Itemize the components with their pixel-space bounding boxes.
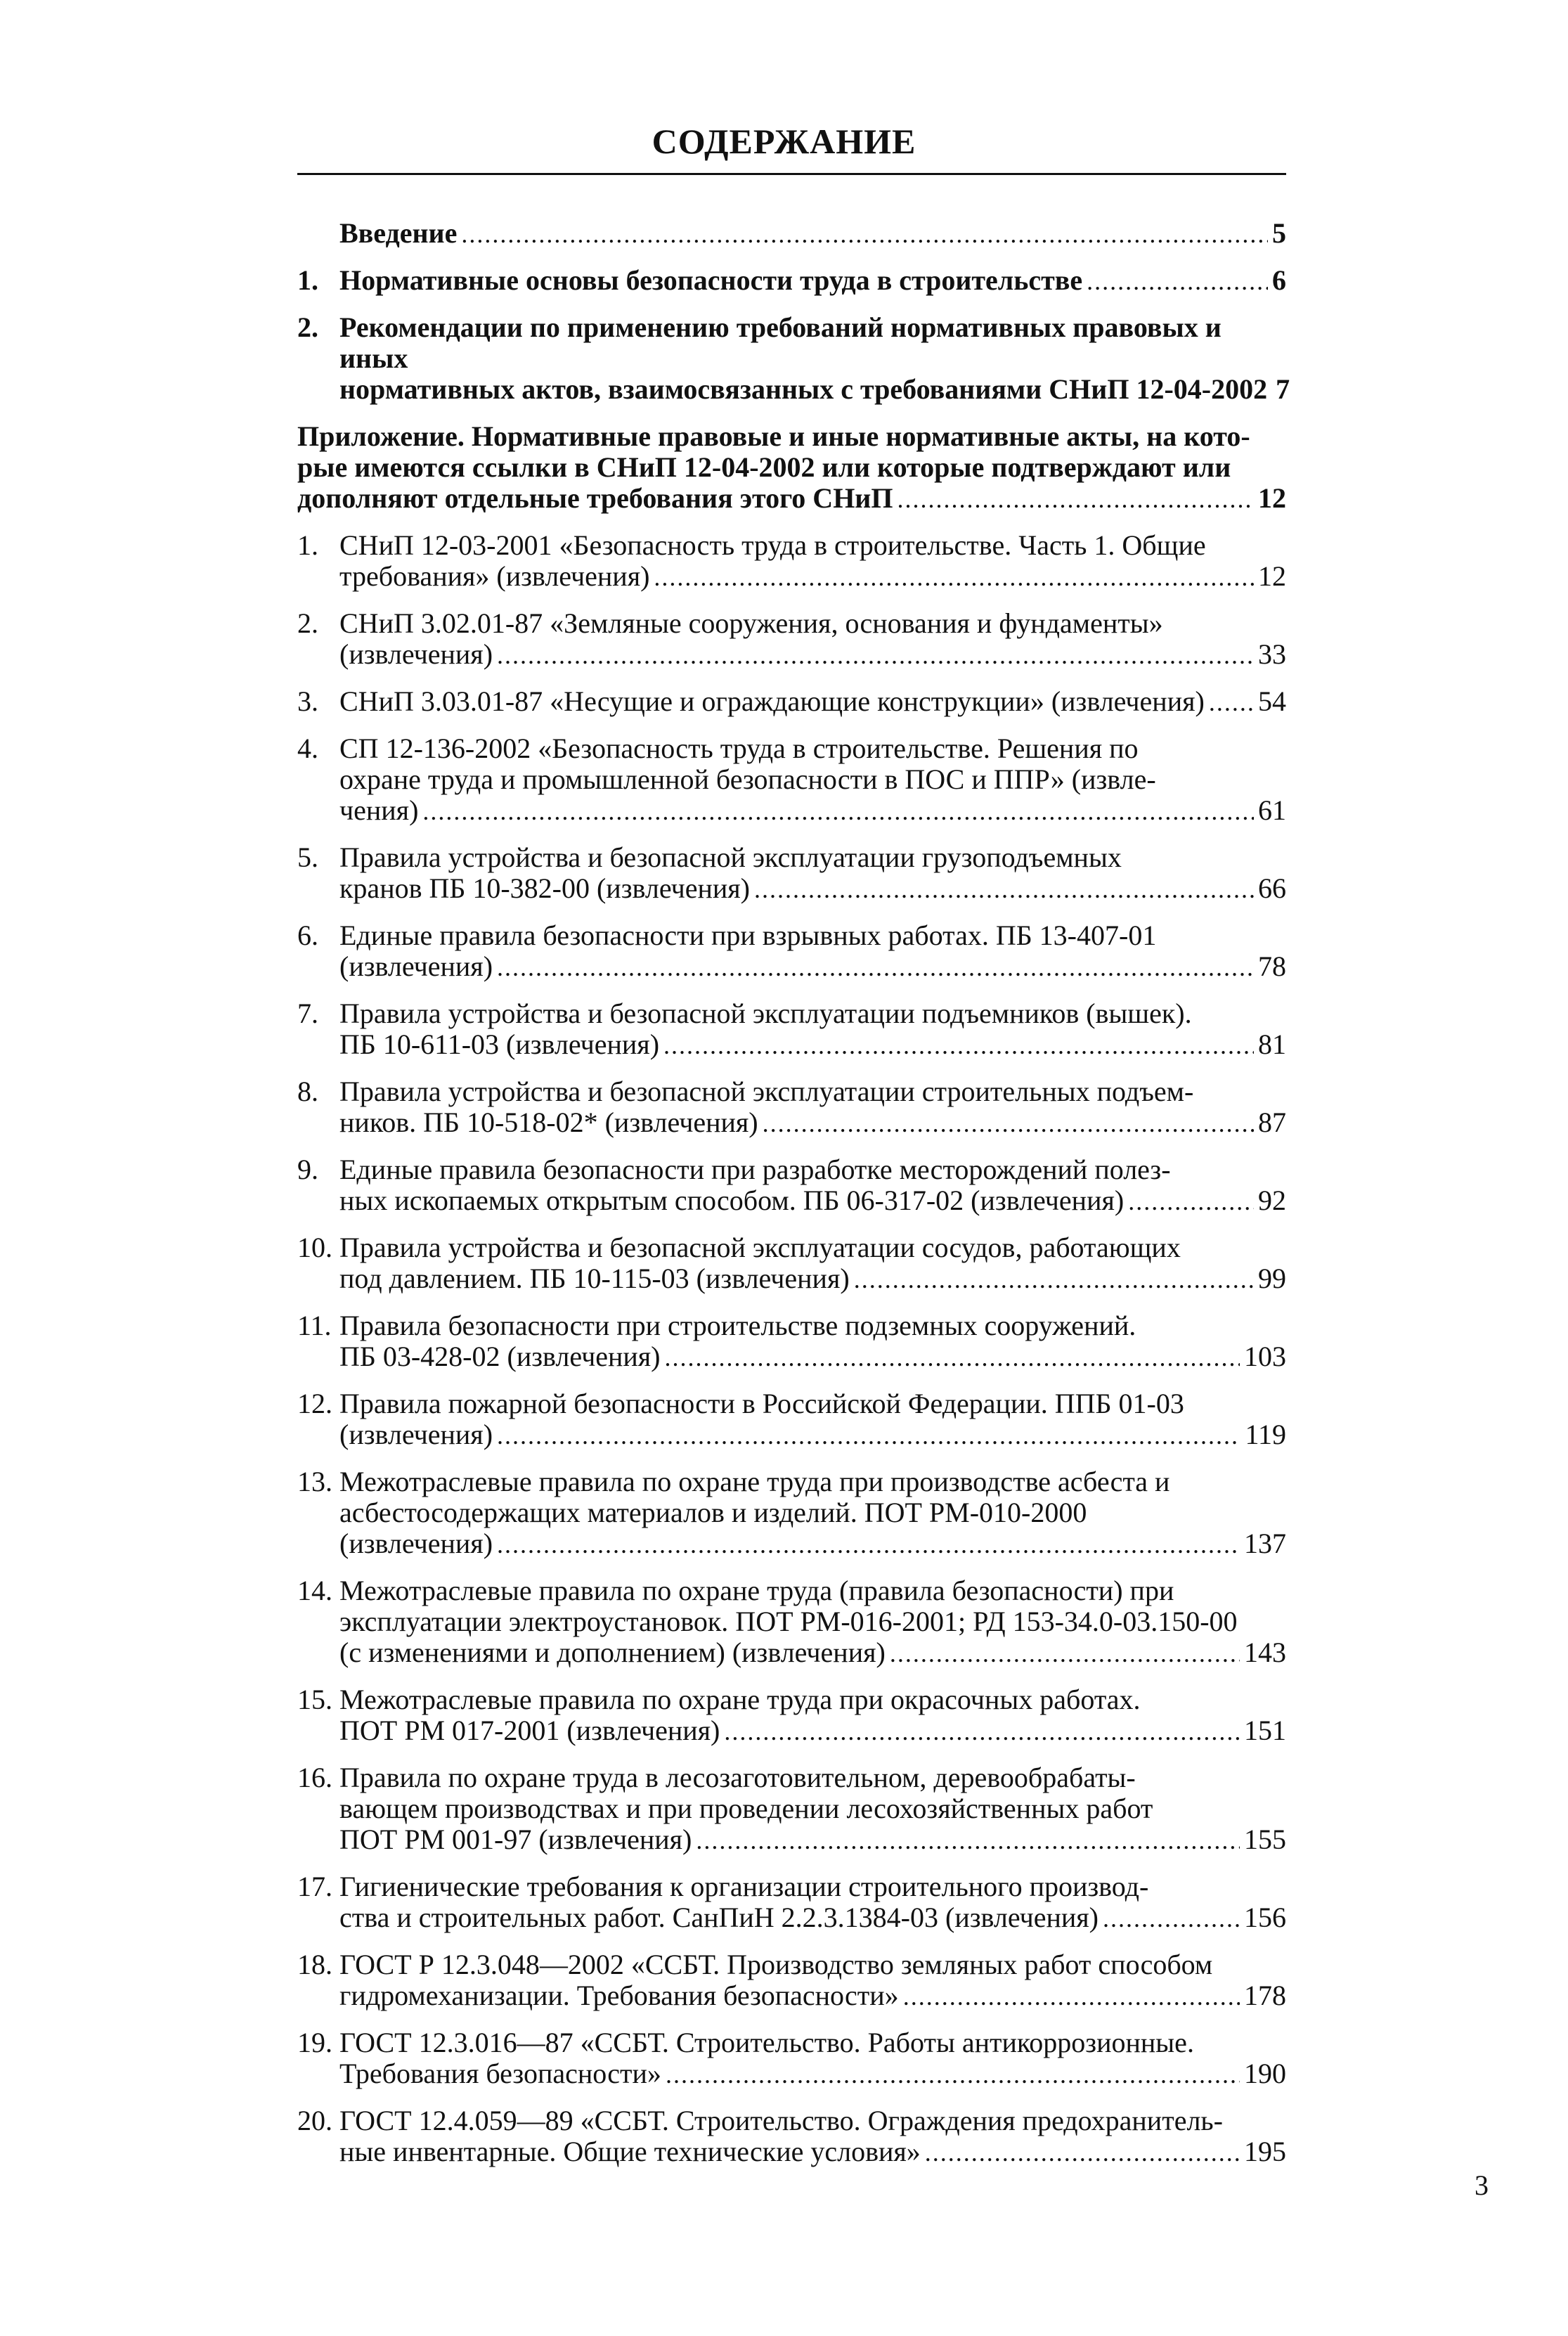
dot-leader <box>925 2139 1240 2167</box>
toc-entry-text: СНиП 3.03.01-87 «Несущие и ограждающие конструкции» (извлечения) <box>339 685 1205 717</box>
toc-entry <box>297 311 1290 405</box>
toc-entry-last-line <box>339 1341 1286 1372</box>
dot-leader <box>1209 689 1254 717</box>
toc-entry-text: Гигиенические требования к организации строительного производ- <box>339 1871 1149 1902</box>
toc-entry-text: СНиП 3.02.01-87 «Земляные сооружения, основания и фундаменты» <box>339 607 1163 639</box>
toc-entry-text: Рекомендации по применению требований нормативных правовых и иных <box>339 311 1222 374</box>
toc-entry-number: 1. <box>297 529 318 561</box>
toc-entry-number: 14. <box>297 1575 332 1606</box>
toc-entry-body <box>339 2027 1286 2089</box>
toc-entry-number: 17. <box>297 1871 332 1902</box>
dot-leader <box>696 1827 1240 1855</box>
toc-entry-text: Введение <box>339 217 458 249</box>
toc-entry-body <box>339 1154 1286 1216</box>
toc-entry <box>297 1232 1286 1294</box>
toc-entry <box>297 1076 1286 1138</box>
toc-entry-number: 13. <box>297 1466 332 1497</box>
toc-entry-text: ГОСТ 12.4.059—89 «ССБТ. Строительство. Ограждения предохранитель- <box>339 2105 1223 2136</box>
toc-entry-number: 7. <box>297 998 318 1029</box>
dot-leader <box>1128 1188 1254 1216</box>
toc-entry-body <box>339 2105 1286 2167</box>
toc-entry-text: Правила устройства и безопасной эксплуатации подъемников (вышек). <box>339 998 1192 1029</box>
toc-page-number: 99 <box>1258 1263 1286 1294</box>
toc-entry-text: ные инвентарные. Общие технические условия» <box>339 2136 921 2167</box>
toc-entry <box>297 1949 1286 2011</box>
toc-entry-body <box>339 1575 1286 1668</box>
toc-page-number: 54 <box>1258 685 1286 717</box>
toc-entry-last-line <box>339 561 1286 592</box>
toc-entry-number: 15. <box>297 1684 332 1715</box>
toc-entry-text: под давлением. ПБ 10-115-03 (извлечения) <box>339 1263 850 1294</box>
dot-leader <box>854 1266 1254 1294</box>
toc-page-number: 195 <box>1244 2136 1286 2167</box>
toc-entry-number: 19. <box>297 2027 332 2058</box>
toc-entry-body <box>339 1232 1286 1294</box>
toc-entry-last-line <box>339 1715 1286 1746</box>
toc-entry-text: (извлечения) <box>339 950 493 982</box>
toc-entry-text: СП 12-136-2002 «Безопасность труда в строительстве. Решения по <box>339 733 1139 764</box>
title-rule <box>297 173 1286 175</box>
toc-entry <box>297 530 1286 592</box>
toc-entry-text: ГОСТ 12.3.016—87 «ССБТ. Строительство. Работы антикоррозионные. <box>339 2027 1194 2058</box>
toc-entry-last-line <box>339 1419 1286 1450</box>
toc-entry <box>297 608 1286 670</box>
dot-leader <box>654 564 1254 592</box>
toc-entry-number: 5. <box>297 841 318 873</box>
toc-entry <box>297 1466 1286 1559</box>
toc-entry-body <box>339 686 1286 717</box>
toc-entry-text: требования» (извлечения) <box>339 560 650 592</box>
page-title: СОДЕРЖАНИЕ <box>652 122 916 161</box>
toc-page-number: 119 <box>1245 1419 1286 1450</box>
dot-leader <box>663 1032 1254 1060</box>
toc-entry-text: ГОСТ Р 12.3.048—2002 «ССБТ. Производство земляных работ способом <box>339 1949 1213 1980</box>
toc-entry-text: нормативных актов, взаимосвязанных с требованиями СНиП 12-04-2002 <box>339 373 1268 405</box>
toc-entry-text: Межотраслевые правила по охране труда при производстве асбеста и <box>339 1466 1170 1497</box>
toc-entry-text: СНиП 12-03-2001 «Безопасность труда в строительстве. Часть 1. Общие <box>339 529 1206 561</box>
toc-entry-text: Единые правила безопасности при взрывных работах. ПБ 13-407-01 <box>339 919 1157 951</box>
toc-entry-last-line <box>339 1029 1286 1060</box>
toc-page-number: 155 <box>1244 1824 1286 1855</box>
toc-entry-text: вающем производствах и при проведении лесохозяйственных работ <box>339 1793 1153 1824</box>
toc-entry-last-line <box>297 483 1286 514</box>
dot-leader <box>754 876 1254 904</box>
toc-entry <box>297 1310 1286 1372</box>
toc-entry-body <box>339 1466 1286 1559</box>
toc-entry-last-line <box>339 873 1286 904</box>
toc-entry-number: 8. <box>297 1076 318 1107</box>
toc-entry-body <box>339 311 1290 405</box>
toc-page-number: 12 <box>1258 482 1286 514</box>
toc-entry-body <box>339 842 1286 904</box>
toc-page-number: 81 <box>1258 1028 1286 1060</box>
toc-entry-text: рые имеются ссылки в СНиП 12-04-2002 или которые подтверждают или <box>297 451 1231 483</box>
toc-entry <box>297 733 1286 826</box>
toc-entry <box>297 265 1286 296</box>
toc-entry-number: 6. <box>297 919 318 951</box>
toc-entry-body <box>339 1388 1286 1450</box>
dot-leader <box>497 1531 1240 1559</box>
toc-entry-text: ников. ПБ 10-518-02* (извлечения) <box>339 1106 758 1138</box>
toc-entry-number: 18. <box>297 1949 332 1980</box>
toc-entry <box>297 1388 1286 1450</box>
toc-entry-text: Правила устройства и безопасной эксплуатации грузоподъемных <box>339 841 1122 873</box>
toc-page-number: 66 <box>1258 872 1286 904</box>
toc-entry-last-line <box>339 373 1290 405</box>
toc-entry-text: (извлечения) <box>339 638 493 670</box>
dot-leader <box>1087 268 1268 296</box>
toc-entry-body <box>339 1949 1286 2011</box>
toc-entry-body <box>339 608 1286 670</box>
toc-entry-last-line <box>339 1902 1286 1933</box>
toc-entry-body <box>339 1871 1286 1933</box>
toc-page-number: 156 <box>1244 1902 1286 1933</box>
toc-page-number: 137 <box>1244 1528 1286 1559</box>
page-number: 3 <box>1475 2169 1489 2201</box>
toc-entry-number: 9. <box>297 1154 318 1185</box>
toc-entry-text: Межотраслевые правила по охране труда (правила безопасности) при <box>339 1575 1174 1606</box>
toc-entry-last-line <box>339 686 1286 717</box>
toc-entry-number: 3. <box>297 685 318 717</box>
toc-entry-text: (извлечения) <box>339 1528 493 1559</box>
toc-page-number: 6 <box>1272 264 1286 296</box>
toc-entry-text: Правила пожарной безопасности в Российской Федерации. ППБ 01-03 <box>339 1388 1184 1419</box>
toc-entry-last-line <box>339 1185 1286 1216</box>
toc-entry-last-line <box>339 1528 1286 1559</box>
toc-page-number: 103 <box>1244 1341 1286 1372</box>
dot-leader <box>724 1718 1240 1746</box>
dot-leader <box>665 1344 1240 1372</box>
toc-entry-text: ПБ 10-611-03 (извлечения) <box>339 1028 660 1060</box>
dot-leader <box>903 1983 1240 2011</box>
toc-page-number: 12 <box>1258 560 1286 592</box>
toc-entry-number: 4. <box>297 733 318 764</box>
toc-entry-number: 2. <box>297 311 318 343</box>
toc-page-number: 7 <box>1276 373 1290 405</box>
toc-entry-last-line <box>339 2136 1286 2167</box>
toc-page-number: 33 <box>1258 638 1286 670</box>
toc-entry <box>297 2027 1286 2089</box>
toc-entry-text: ных ископаемых открытым способом. ПБ 06-317-02 (извлечения) <box>339 1185 1125 1216</box>
toc-entry-number: 11. <box>297 1310 332 1341</box>
toc-entry-text: ПБ 03-428-02 (извлечения) <box>339 1341 661 1372</box>
toc-entry-body <box>339 920 1286 982</box>
toc-entry <box>297 842 1286 904</box>
toc-entry-text: Правила безопасности при строительстве подземных сооружений. <box>339 1310 1136 1341</box>
dot-leader <box>897 486 1254 514</box>
toc-entry-number: 16. <box>297 1762 332 1793</box>
toc-entry-text: гидромеханизации. Требования безопасности» <box>339 1980 899 2011</box>
toc-entry-last-line <box>339 639 1286 670</box>
toc-page-number: 151 <box>1244 1715 1286 1746</box>
toc-page-number: 78 <box>1258 950 1286 982</box>
toc-page-number: 5 <box>1272 217 1286 249</box>
toc-entry-last-line <box>339 218 1286 249</box>
toc-entry-text: Правила устройства и безопасной эксплуатации строительных подъем- <box>339 1076 1194 1107</box>
toc-entry-text: Требования безопасности» <box>339 2058 661 2089</box>
toc-page-number: 61 <box>1258 794 1286 826</box>
toc-entry-number: 2. <box>297 607 318 639</box>
toc-entry-body <box>339 1310 1286 1372</box>
toc-entry-last-line <box>339 265 1286 296</box>
toc-entry-text: ства и строительных работ. СанПиН 2.2.3.1384-03 (извлечения) <box>339 1902 1099 1933</box>
toc-entry-number: 1. <box>297 264 318 296</box>
toc-entry-body <box>339 733 1286 826</box>
toc-entry-text: кранов ПБ 10-382-00 (извлечения) <box>339 872 750 904</box>
table-of-contents <box>297 217 1290 2183</box>
toc-entry-last-line <box>339 1107 1286 1138</box>
toc-entry-last-line <box>339 795 1286 826</box>
toc-entry-text: (извлечения) <box>339 1419 493 1450</box>
toc-entry-text: охране труда и промышленной безопасности в ПОС и ППР» (извле- <box>339 763 1156 795</box>
toc-entry-number: 20. <box>297 2105 332 2136</box>
toc-entry-last-line <box>339 2058 1286 2089</box>
toc-entry-text: эксплуатации электроустановок. ПОТ РМ-016-2001; РД 153-34.0-03.150-00 <box>339 1606 1238 1637</box>
toc-entry <box>297 920 1286 982</box>
toc-entry <box>297 1575 1286 1668</box>
toc-entry-last-line <box>339 1637 1286 1668</box>
toc-entry-text: Правила устройства и безопасной эксплуатации сосудов, работающих <box>339 1232 1181 1263</box>
toc-entry-body <box>339 998 1286 1060</box>
dot-leader <box>1103 1905 1240 1933</box>
toc-page-number: 190 <box>1244 2058 1286 2089</box>
dot-leader <box>666 2061 1240 2089</box>
toc-entry-number: 12. <box>297 1388 332 1419</box>
toc-entry-text: Приложение. Нормативные правовые и иные нормативные акты, на кото- <box>297 420 1250 452</box>
toc-entry <box>297 1871 1286 1933</box>
dot-leader <box>422 798 1254 826</box>
dot-leader <box>763 1110 1254 1138</box>
toc-entry <box>297 1684 1286 1746</box>
toc-entry-body <box>339 218 1286 249</box>
toc-entry-text: ПОТ РМ 017-2001 (извлечения) <box>339 1715 720 1746</box>
toc-page-number: 178 <box>1244 1980 1286 2011</box>
toc-entry-last-line <box>339 1263 1286 1294</box>
toc-entry-last-line <box>339 951 1286 982</box>
toc-entry-text: асбестосодержащих материалов и изделий. ПОТ РМ-010-2000 <box>339 1497 1087 1528</box>
toc-entry-text: Нормативные основы безопасности труда в строительстве <box>339 264 1083 296</box>
toc-entry-text: (с изменениями и дополнением) (извлечения) <box>339 1637 886 1668</box>
toc-entry-body <box>297 421 1286 514</box>
toc-entry <box>297 218 1286 249</box>
toc-entry-body <box>339 530 1286 592</box>
toc-page-number: 92 <box>1258 1185 1286 1216</box>
toc-entry-last-line <box>339 1824 1286 1855</box>
toc-entry-text: ПОТ РМ 001-97 (извлечения) <box>339 1824 692 1855</box>
dot-leader <box>497 954 1254 982</box>
toc-entry <box>297 421 1286 514</box>
toc-entry-text: Межотраслевые правила по охране труда при окрасочных работах. <box>339 1684 1141 1715</box>
toc-entry-text: Единые правила безопасности при разработке месторождений полез- <box>339 1154 1171 1185</box>
toc-entry-body <box>339 1076 1286 1138</box>
toc-entry <box>297 2105 1286 2167</box>
toc-entry-text: дополняют отдельные требования этого СНиП <box>297 482 893 514</box>
dot-leader <box>461 221 1268 249</box>
toc-entry <box>297 1762 1286 1855</box>
dot-leader <box>497 642 1254 670</box>
toc-entry <box>297 998 1286 1060</box>
toc-entry <box>297 686 1286 717</box>
toc-page-number: 87 <box>1258 1106 1286 1138</box>
toc-entry-text: чения) <box>339 794 419 826</box>
toc-entry-last-line <box>339 1980 1286 2011</box>
toc-entry <box>297 1154 1286 1216</box>
dot-leader <box>497 1422 1240 1450</box>
toc-entry-body <box>339 265 1286 296</box>
toc-entry-text: Правила по охране труда в лесозаготовительном, деревообрабаты- <box>339 1762 1136 1793</box>
toc-entry-body <box>339 1684 1286 1746</box>
toc-page-number: 143 <box>1244 1637 1286 1668</box>
dot-leader <box>890 1640 1240 1668</box>
toc-entry-body <box>339 1762 1286 1855</box>
toc-entry-number: 10. <box>297 1232 332 1263</box>
